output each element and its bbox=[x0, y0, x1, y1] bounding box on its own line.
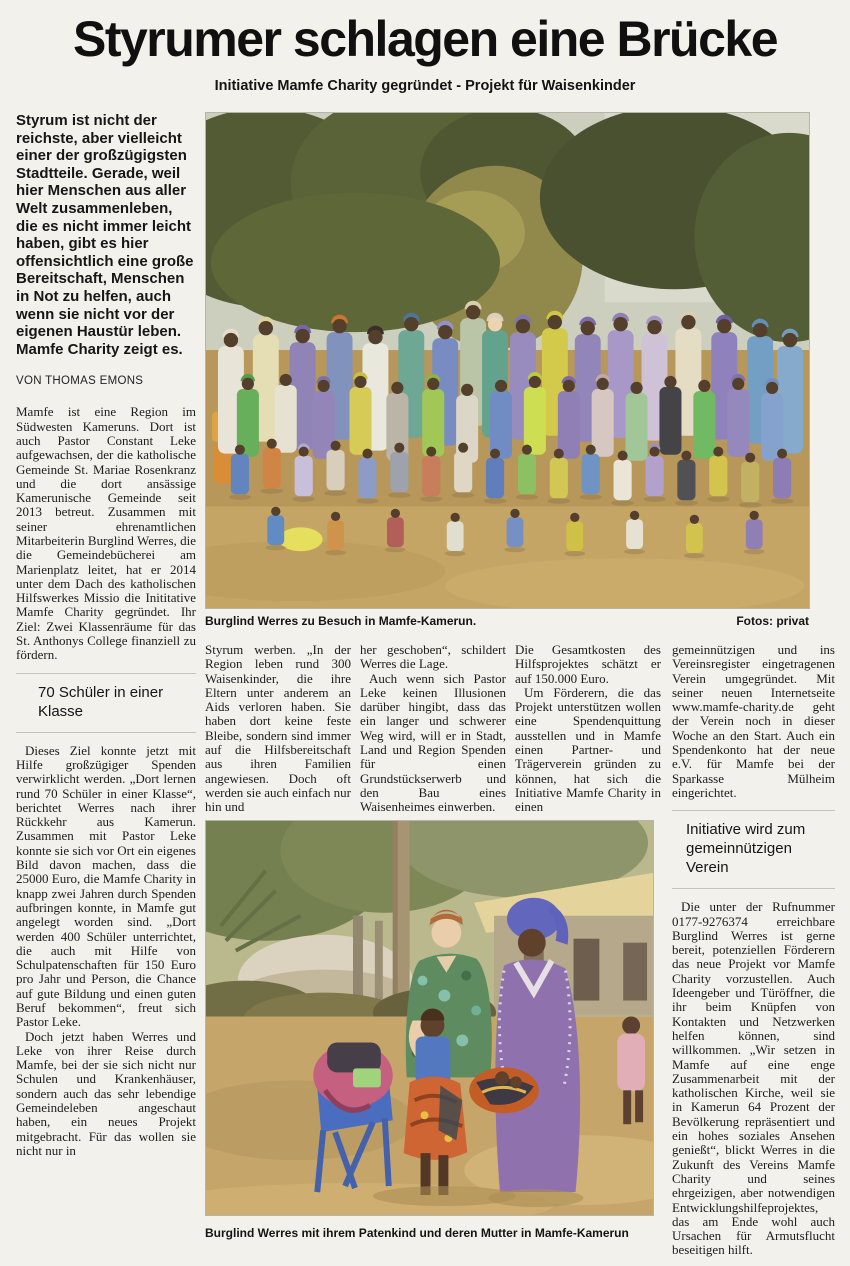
family-photo bbox=[205, 820, 654, 1216]
photo-2-caption: Burglind Werres mit ihrem Patenkind und deren Mutter in Mamfe-Kamerun bbox=[205, 1226, 629, 1240]
col3-paragraph-2: Auch wenn sich Pastor Leke keinen Illusionen darüber hingibt, dass das ein langer und schwerer Weg wird, will er in Stadt, Land und Region Spenden für einen Grundstückserwerb und den Bau eines Waisenheimes einwerben. bbox=[360, 670, 506, 815]
col1-paragraph-1: Mamfe ist eine Region im Südwesten Kameruns. Dort ist auch Pastor Constant Leke aufgewachsen, der die katholische Gemeinde St. Mariae Rosenkranz und die dort ansässige Kamerunische Gemeinde seit 2013 betreut. Zusammen mit seiner ehrenamtlichen Mitarbeiterin Burglind Werres, die die Gemeindebücherei am Marienplatz leitet, hat er 2014 unter dem Dach des katholischen Hilfswerkes Missio die Inititative Mamfe Charity gegründet. Ihr Ziel: Zwei Klassenräume für das St. Anthonys College finanziell zu fördern. bbox=[16, 404, 196, 663]
col1-paragraph-2: Dieses Ziel konnte jetzt mit Hilfe großzügiger Spenden verwirklicht werden. „Dort lernen rund 70 Schüler in einer Klasse“, berichtet Werres nach ihrer Rückkehr aus Kamerun. Zusammen mit Pastor Leke konnte sie sich vor Ort ein eigenes Bild davon machen, dass die 25000 Euro, die Mamfe Charity in knapp zwei Jahren durch Spenden aufbringen konnte, in Mamfe gut angelegt worden sind. „Dort werden 400 Schüler unterrichtet, die auch mit Hilfe von Schulpatenschaften für 150 Euro pro Jahr und Person, die Chance auf gute Bildung und einen guten Beruf bekommen“, freut sich Pastor Leke. bbox=[16, 742, 196, 1030]
col1-paragraph-3: Doch jetzt haben Werres und Leke von ihrer Reise durch Mamfe, bei der sie sich nicht nur Schulen und Krankenhäuser, sondern auch das sehr lebendige Gemeindeleben angeschaut haben, ein neues Projekt mitgebracht. Für das wollen sie nicht nur in bbox=[16, 1028, 196, 1158]
col1-subhead: 70 Schüler in einer Klasse bbox=[16, 673, 196, 733]
subheadline: Initiative Mamfe Charity gegründet - Projekt für Waisenkinder bbox=[214, 78, 636, 94]
column-5 bbox=[672, 643, 835, 1258]
photo-1-caption-row bbox=[205, 614, 809, 628]
photo-1-caption: Burglind Werres zu Besuch in Mamfe-Kamerun. bbox=[205, 614, 477, 628]
byline: VON THOMAS EMONS bbox=[16, 375, 144, 388]
column-4 bbox=[515, 643, 661, 815]
group-photo-image bbox=[206, 113, 809, 608]
col3-paragraph-1: her geschoben“, schildert Werres die Lage. bbox=[360, 642, 506, 672]
col2-paragraph-1: Styrum werben. „In der Region leben rund 300 Waisenkinder, die ihre Eltern unter anderem an Aids verloren haben. Sie haben dort keine feste Bleibe, sondern sind immer auf die Hilfsbereitschaft aus ihren Familien angewiesen. Doch oft werden sie auch einfach nur hin und bbox=[205, 642, 351, 815]
headline: Styrumer schlagen eine Brücke bbox=[72, 11, 778, 67]
group-photo bbox=[205, 112, 810, 609]
col4-paragraph-2: Um Förderern, die das Projekt unterstützen wollen eine Spendenquittung ausstellen und in Mamfe einen Partner- und Trägerverein gründen zu können, hat sich die Initiative Mamfe Charity in einen bbox=[515, 684, 661, 815]
col5-subhead: Initiative wird zum gemeinnützigen Verein bbox=[672, 810, 835, 889]
col4-paragraph-1: Die Gesamtkosten des Hilfsprojektes schätzt er auf 150.000 Euro. bbox=[515, 642, 661, 686]
col5-paragraph-2: Die unter der Rufnummer 0177-9276374 erreichbare Burglind Werres ist gerne bereit, potenziellen Förderern das neue Projekt vor Mamfe Charity vorzustellen. Auch Ideengeber und Türöffner, die ihr beim Knüpfen von Kontakten und Netzwerken helfen können, sind willkommen. „Wir setzen in Mamfe auf eine enge Zusammenarbeit mit der katholischen Kirche, weil sie in Kamerun 64 Prozent der Bevölkerung repräsentiert und ein hohes soziales Ansehen genießt“, blickt Werres in die Zukunft des Vereins Mamfe Charity und seines ehrgeizigen, aber notwendigen Entwicklungshilfeprojektes, das am Ende wohl auch Ursachen für Armutsflucht beseitigen hilft. bbox=[672, 899, 835, 1258]
photo-credit: Fotos: privat bbox=[736, 614, 809, 628]
column-1 bbox=[16, 112, 196, 1158]
column-2 bbox=[205, 643, 351, 815]
column-3 bbox=[360, 643, 506, 815]
col5-paragraph-1: gemeinnützigen und ins Vereinsregister eingetragenen Verein umgegründet. Mit seiner neuen Internetseite www.mamfe-charity.de geht der Verein noch in dieser Woche an den Start. Auch ein Spendenkonto hat der neue e.V. für Mamfe bei der Sparkasse Mülheim eingerichtet. bbox=[672, 642, 835, 800]
lead-paragraph: Styrum ist nicht der reichste, aber vielleicht einer der großzügigsten Stadtteile. Gerade, weil hier Menschen aus aller Welt zusammenleben, die es nicht immer leicht haben, gibt es hier offensichtlich eine große Bereitschaft, Menschen in Not zu helfen, auch wenn sie nicht vor der eigenen Haustür leben. Mamfe Charity zeigt es. bbox=[16, 112, 194, 358]
family-photo-image bbox=[206, 821, 653, 1215]
